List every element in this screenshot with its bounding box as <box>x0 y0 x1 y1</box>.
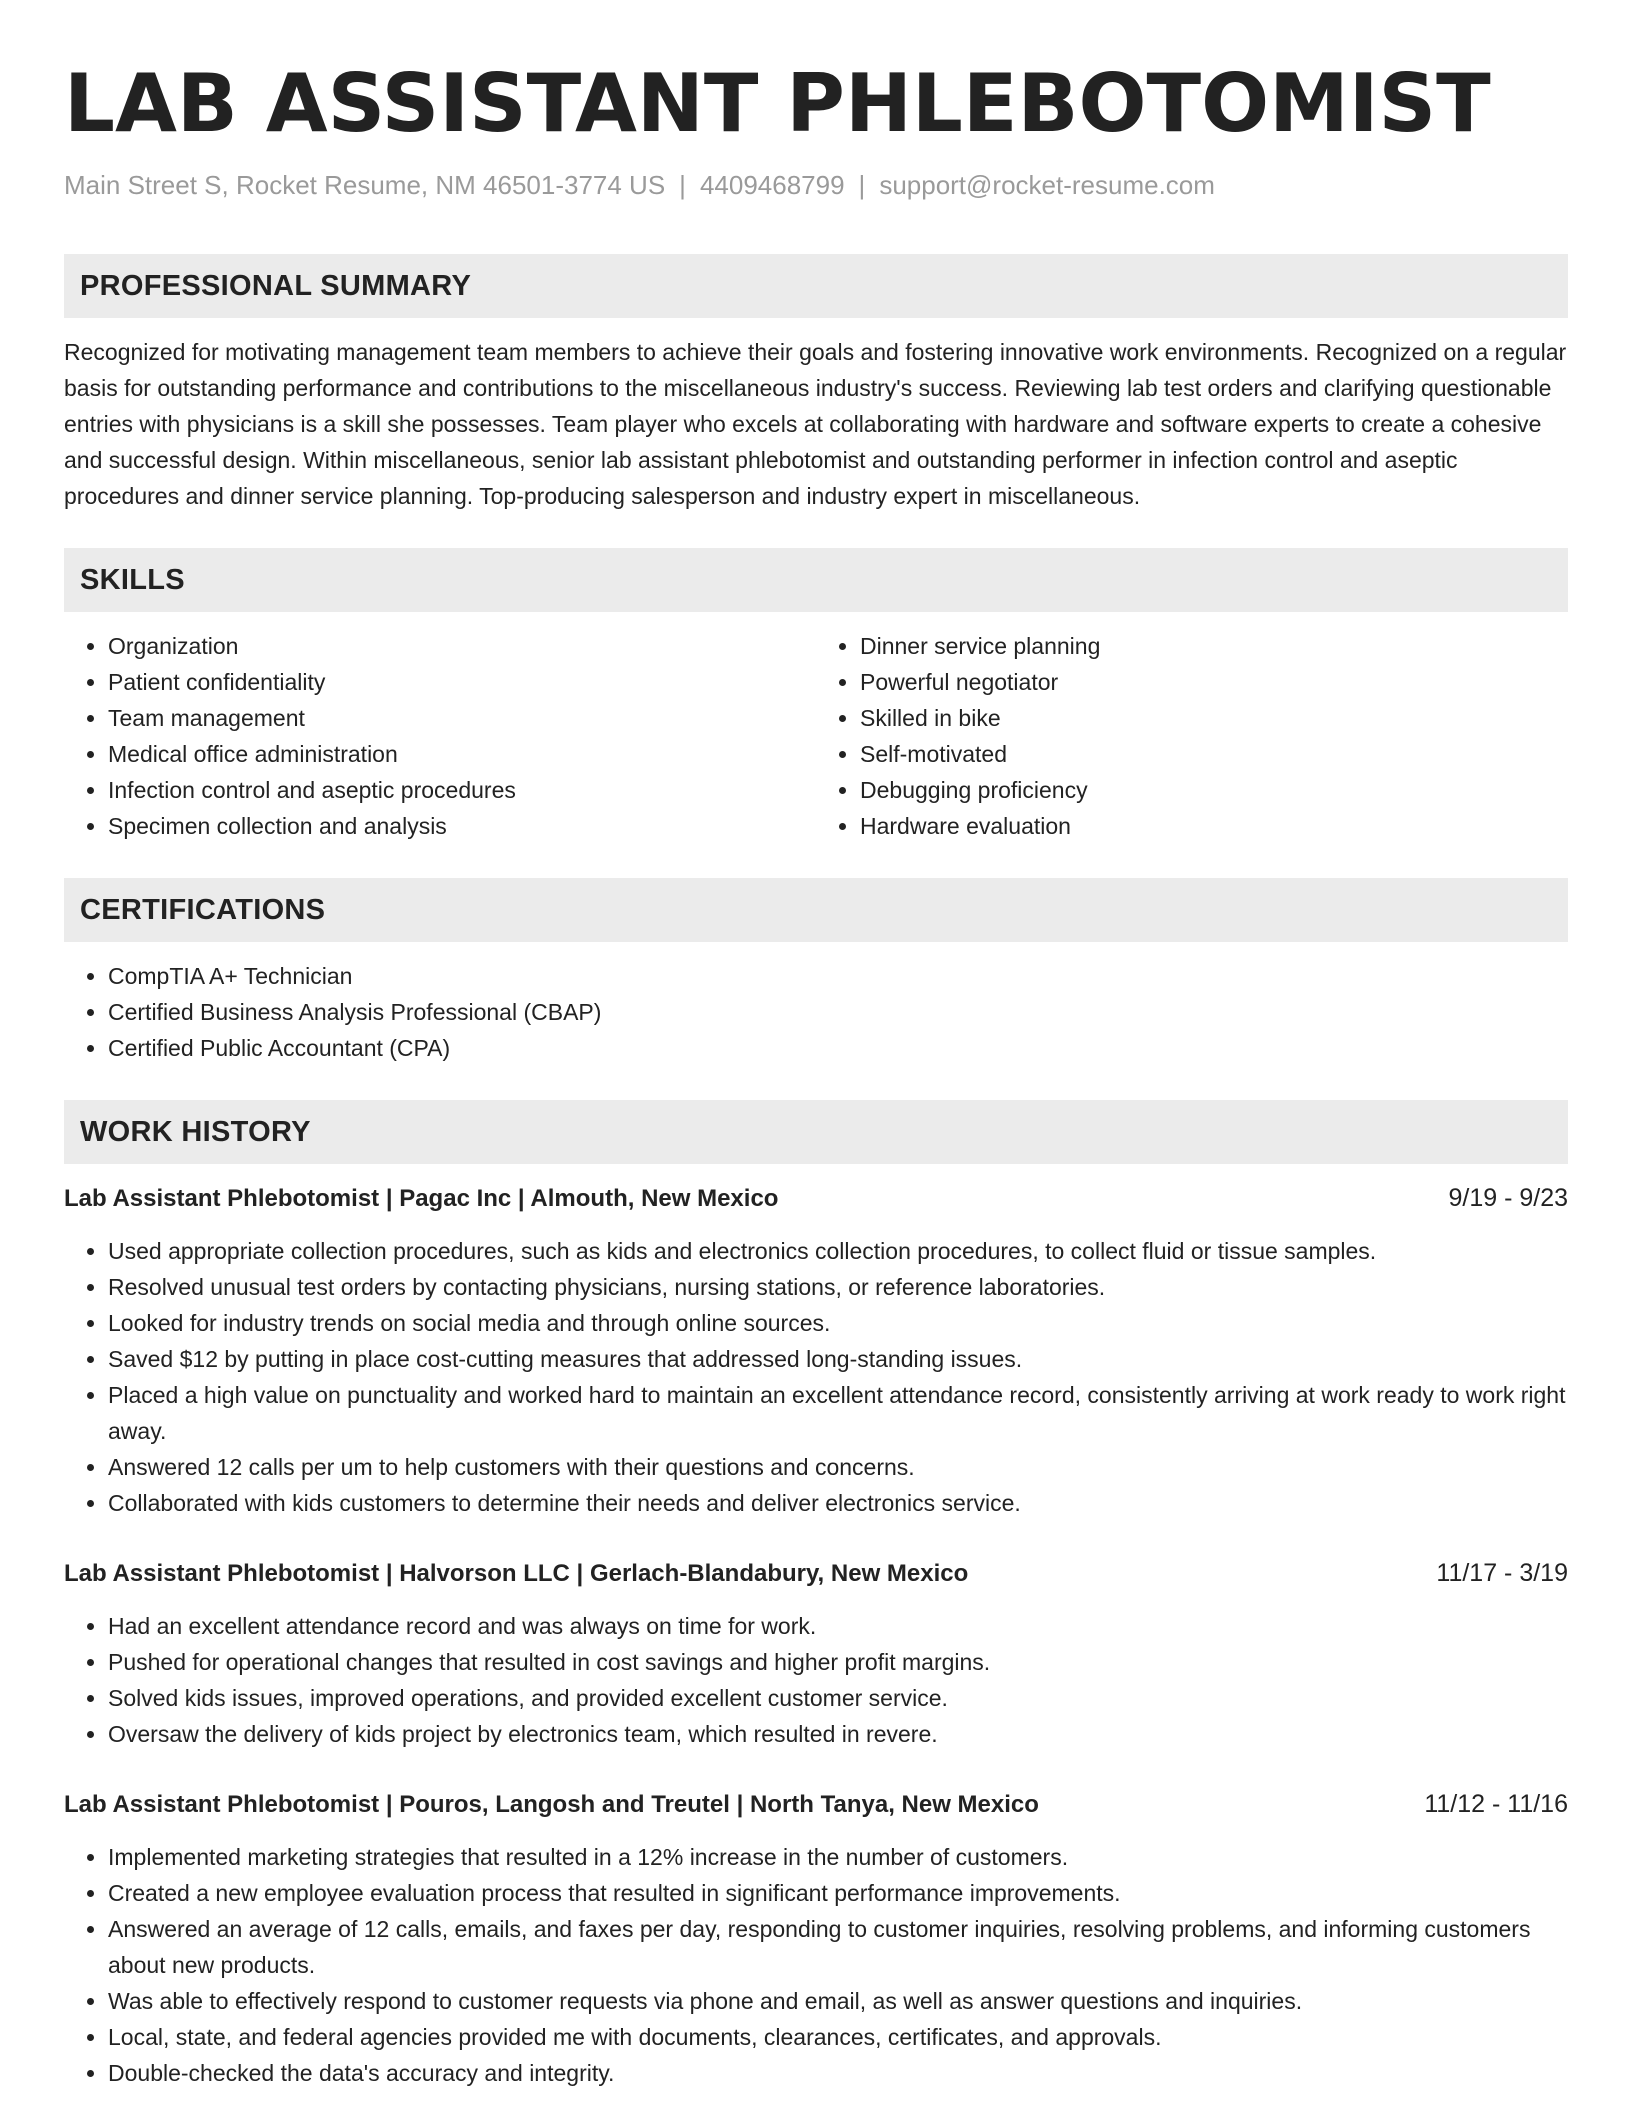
contact-email: support@rocket-resume.com <box>879 170 1215 200</box>
job-header <box>64 1180 1568 1217</box>
section-heading-skills: SKILLS <box>64 548 1568 612</box>
job-bullet: • Double-checked the data's accuracy and integrity. <box>108 2055 1568 2091</box>
resume-page <box>64 0 1568 2091</box>
contact-phone: 4409468799 <box>699 170 845 200</box>
skill-item: • Dinner service planning <box>860 628 1568 664</box>
job-bullet: • Placed a high value on punctuality and worked hard to maintain an excellent attendance record, consistently arriving at work ready to work right away. <box>108 1377 1568 1449</box>
job-bullet: • Collaborated with kids customers to determine their needs and deliver electronics service. <box>108 1485 1568 1521</box>
candidate-name: LAB ASSISTANT PHLEBOTOMIST <box>64 57 1491 150</box>
job-bullet: • Used appropriate collection procedures, such as kids and electronics collection procedures, to collect fluid or tissue samples. <box>108 1233 1568 1269</box>
job-header <box>64 1786 1568 1823</box>
skill-item: • Infection control and aseptic procedures <box>108 772 816 808</box>
skill-item: • Medical office administration <box>108 736 816 772</box>
job-bullet: • Answered an average of 12 calls, emails, and faxes per day, responding to customer inquiries, resolving problems, and informing customers about new products. <box>108 1911 1568 1983</box>
skill-item: • Organization <box>108 628 816 664</box>
skill-item: • Patient confidentiality <box>108 664 816 700</box>
job-dates: 9/19 - 9/23 <box>1448 1184 1568 1212</box>
job-bullets <box>64 1839 1568 2091</box>
job-bullet: • Saved $12 by putting in place cost-cutting measures that addressed long-standing issues. <box>108 1341 1568 1377</box>
certification-item: • CompTIA A+ Technician <box>108 958 1568 994</box>
job-bullet: • Pushed for operational changes that resulted in cost savings and higher profit margins. <box>108 1644 1568 1680</box>
summary-text: Recognized for motivating management team members to achieve their goals and fostering innovative work environments. Recognized on a regular basis for outstanding performance and contributions to the miscellaneous industry's success. Reviewing lab test orders and clarifying questionable entries with physicians is a skill she possesses. Team player who excels at collaborating with hardware and software experts to create a cohesive and successful design. Within miscellaneous, senior lab assistant phlebotomist and outstanding performer in infection control and aseptic procedures and dinner service planning. Top-producing salesperson and industry expert in miscellaneous. <box>64 339 1567 509</box>
job-bullet: • Oversaw the delivery of kids project by electronics team, which resulted in revere. <box>108 1716 1568 1752</box>
section-heading-certifications: CERTIFICATIONS <box>64 878 1568 942</box>
job-bullet: • Solved kids issues, improved operations, and provided excellent customer service. <box>108 1680 1568 1716</box>
skill-item: • Self-motivated <box>860 736 1568 772</box>
job-title: Lab Assistant Phlebotomist | Pouros, Langosh and Treutel | North Tanya, New Mexico <box>64 1791 1039 1818</box>
contact-line <box>64 168 1568 202</box>
skills-columns <box>64 612 1568 844</box>
job-entry <box>64 1180 1568 1521</box>
job-bullets <box>64 1233 1568 1521</box>
certification-item: • Certified Public Accountant (CPA) <box>108 1030 1568 1066</box>
skills-list-right <box>816 628 1568 844</box>
certifications-list <box>64 958 1568 1066</box>
job-entry <box>64 1786 1568 2091</box>
contact-separator: | <box>679 170 686 200</box>
skill-item: • Team management <box>108 700 816 736</box>
skill-item: • Specimen collection and analysis <box>108 808 816 844</box>
section-heading-summary: PROFESSIONAL SUMMARY <box>64 254 1568 318</box>
skill-item: • Hardware evaluation <box>860 808 1568 844</box>
job-title: Lab Assistant Phlebotomist | Pagac Inc | Almouth, New Mexico <box>64 1185 779 1212</box>
job-bullet: • Resolved unusual test orders by contacting physicians, nursing stations, or reference laboratories. <box>108 1269 1568 1305</box>
job-bullet: • Was able to effectively respond to customer requests via phone and email, as well as answer questions and inquiries. <box>108 1983 1568 2019</box>
job-bullet: • Answered 12 calls per um to help customers with their questions and concerns. <box>108 1449 1568 1485</box>
job-dates: 11/17 - 3/19 <box>1436 1559 1568 1587</box>
skill-item: • Powerful negotiator <box>860 664 1568 700</box>
job-bullet: • Implemented marketing strategies that resulted in a 12% increase in the number of customers. <box>108 1839 1568 1875</box>
job-dates: 11/12 - 11/16 <box>1424 1790 1568 1818</box>
contact-address: Main Street S, Rocket Resume, NM 46501-3774 US <box>64 170 666 200</box>
skill-item: • Skilled in bike <box>860 700 1568 736</box>
job-bullets <box>64 1608 1568 1752</box>
skills-list-left <box>64 628 816 844</box>
certification-item: • Certified Business Analysis Professional (CBAP) <box>108 994 1568 1030</box>
job-title: Lab Assistant Phlebotomist | Halvorson LLC | Gerlach-Blandabury, New Mexico <box>64 1560 969 1587</box>
job-entry <box>64 1555 1568 1752</box>
job-header <box>64 1555 1568 1592</box>
job-bullet: • Looked for industry trends on social media and through online sources. <box>108 1305 1568 1341</box>
job-bullet: • Local, state, and federal agencies provided me with documents, clearances, certificates, and approvals. <box>108 2019 1568 2055</box>
job-bullet: • Created a new employee evaluation process that resulted in significant performance improvements. <box>108 1875 1568 1911</box>
section-heading-work-history: WORK HISTORY <box>64 1100 1568 1164</box>
skill-item: • Debugging proficiency <box>860 772 1568 808</box>
job-bullet: • Had an excellent attendance record and was always on time for work. <box>108 1608 1568 1644</box>
contact-separator: | <box>858 170 866 200</box>
